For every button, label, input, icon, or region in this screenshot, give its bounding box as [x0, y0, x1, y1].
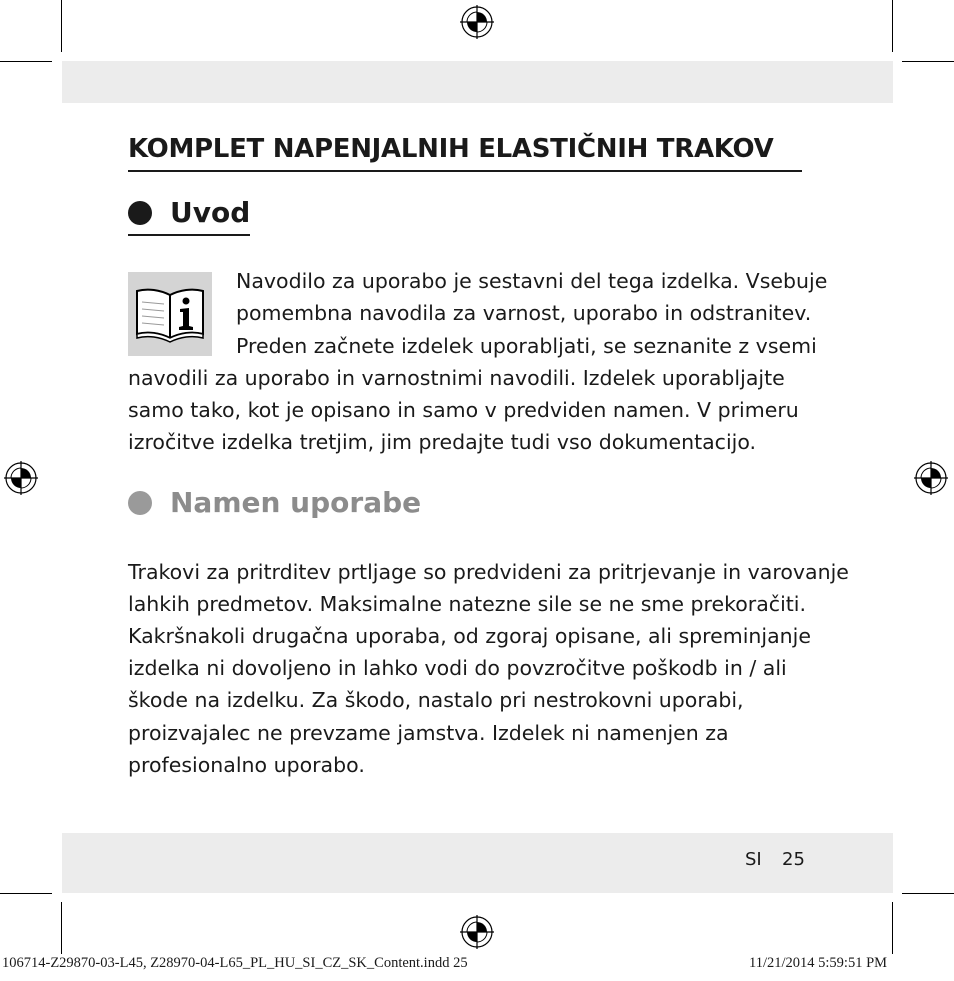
body-line: Trakovi za pritrditev prtljage so predvideni za pritrjevanje in varovanje	[128, 560, 849, 584]
crop-mark	[892, 902, 893, 954]
body-line: proizvajalec ne prevzame jamstva. Izdelek ni namenjen za	[128, 721, 729, 745]
crop-mark	[61, 0, 62, 52]
body-line: izdelka ni dovoljeno in lahko vodi do povzročitve poškodb in / ali	[128, 656, 787, 680]
bullet-icon	[128, 201, 152, 225]
footer-band	[62, 833, 893, 893]
heading-underline	[128, 234, 250, 236]
crop-mark	[902, 893, 954, 894]
body-line: izročitve izdelka tretjim, jim predajte tudi vso dokumentacijo.	[128, 430, 757, 454]
document-title: KOMPLET NAPENJALNIH ELASTIČNIH TRAKOV	[128, 134, 774, 164]
crop-mark	[892, 0, 893, 52]
body-line: pomembna navodila za varnost, uporabo in odstranitev.	[236, 301, 812, 325]
section-heading-namen-uporabe	[128, 486, 421, 519]
bullet-icon	[128, 491, 152, 515]
crop-mark	[902, 61, 954, 62]
section-heading-text: Uvod	[170, 196, 251, 229]
print-slug-timestamp: 11/21/2014 5:59:51 PM	[749, 955, 888, 971]
registration-mark-icon	[460, 915, 494, 949]
info-book-icon	[128, 272, 212, 356]
section-heading-uvod	[128, 196, 250, 229]
body-line: profesionalno uporabo.	[128, 753, 365, 777]
registration-mark-icon	[914, 461, 948, 495]
body-line: Navodilo za uporabo je sestavni del tega izdelka. Vsebuje	[236, 269, 828, 293]
title-underline	[128, 170, 802, 172]
crop-mark	[0, 893, 52, 894]
body-line: Kakršnakoli drugačna uporaba, od zgoraj opisane, ali spreminjanje	[128, 624, 811, 648]
print-slug-file: 106714-Z29870-03-L45, Z28970-04-L65_PL_HU_SI_CZ_SK_Content.indd 25	[2, 955, 468, 971]
registration-mark-icon	[460, 5, 494, 39]
header-band	[62, 61, 893, 103]
body-line: Preden začnete izdelek uporabljati, se seznanite z vsemi	[236, 334, 817, 358]
registration-mark-icon	[4, 461, 38, 495]
crop-mark	[0, 61, 52, 62]
body-line: samo tako, kot je opisano in samo v predviden namen. V primeru	[128, 398, 799, 422]
page-language: SI	[745, 849, 762, 870]
section-heading-text: Namen uporabe	[170, 486, 422, 519]
body-line: škode na izdelku. Za škodo, nastalo pri nestrokovni uporabi,	[128, 688, 744, 712]
body-line: lahkih predmetov. Maksimalne natezne sile se ne sme prekoračiti.	[128, 592, 807, 616]
crop-mark	[61, 902, 62, 954]
body-line: navodili za uporabo in varnostnimi navodili. Izdelek uporabljajte	[128, 366, 785, 390]
page-number: 25	[782, 849, 805, 870]
